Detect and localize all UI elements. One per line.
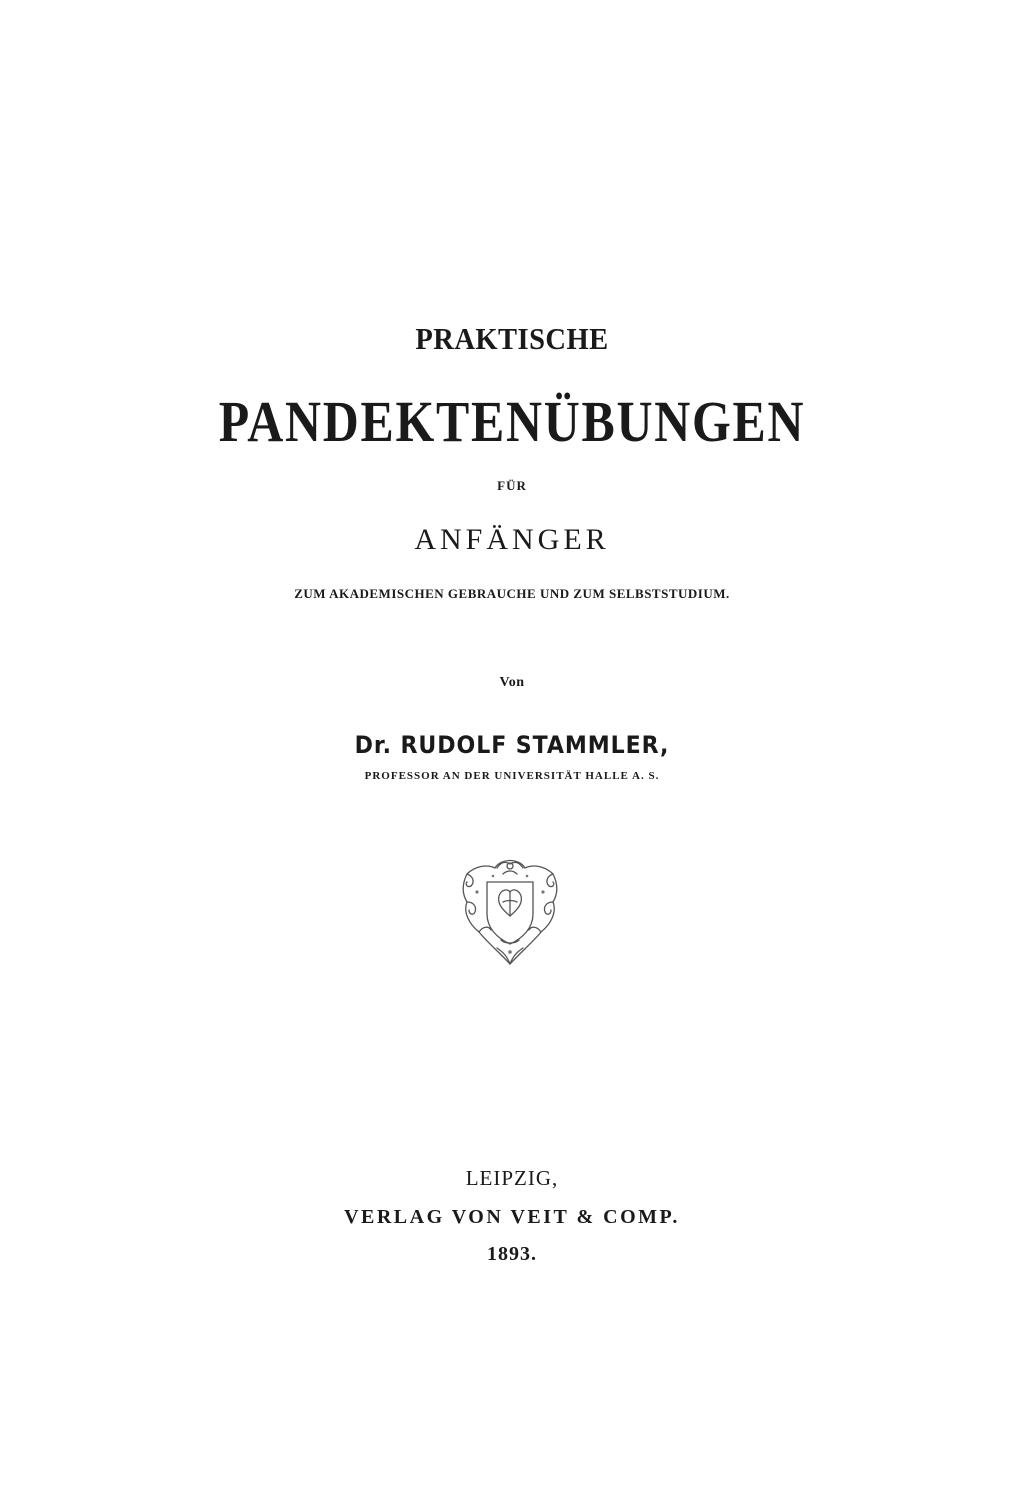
author-affiliation: PROFESSOR AN DER UNIVERSITÄT HALLE A. S. — [364, 770, 660, 782]
imprint-city: LEIPZIG, — [465, 1166, 559, 1190]
title-connector: FÜR — [497, 478, 527, 493]
subtitle: ZUM AKADEMISCHEN GEBRAUCHE UND ZUM SELBSTSTUDIUM. — [294, 586, 730, 601]
author-name: Dr. RUDOLF STAMMLER, — [354, 731, 670, 759]
publisher-crest-icon — [457, 852, 563, 966]
pre-title: PRAKTISCHE — [415, 321, 609, 356]
main-title: PANDEKTENÜBUNGEN — [218, 389, 806, 454]
by-line: Von — [499, 675, 525, 690]
audience-title: ANFÄNGER — [414, 523, 610, 556]
imprint-publisher: VERLAG VON VEIT & COMP. — [344, 1206, 680, 1228]
imprint-year: 1893. — [487, 1243, 537, 1265]
